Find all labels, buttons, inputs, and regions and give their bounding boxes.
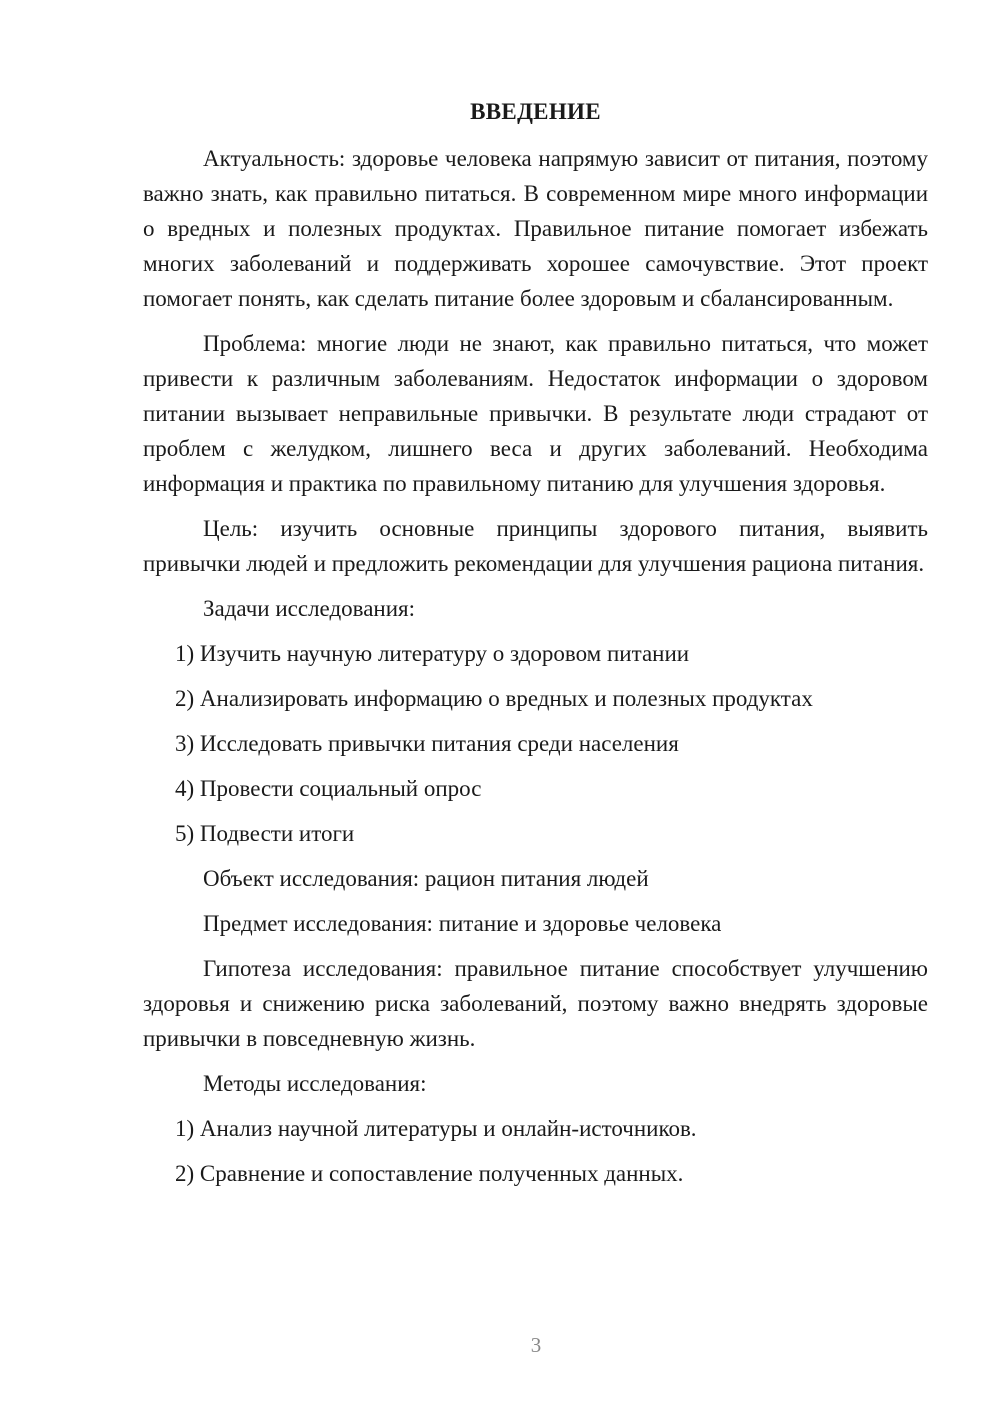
page-number: 3 xyxy=(530,1333,542,1357)
task-item: 5) Подвести итоги xyxy=(175,821,355,846)
method-item: 1) Анализ научной литературы и онлайн-источников. xyxy=(175,1116,697,1141)
task-item: 2) Анализировать информацию о вредных и полезных продуктах xyxy=(175,686,813,711)
problem-paragraph: Проблема: многие люди не знают, как правильно питаться, что может привести к различным заболеваниям. Недостаток информации о здоровом питании вызывает неправильные привычки. В результате люди страдают от проблем с желудком, лишнего веса и других заболеваний. Необходима информация и практика по правильному питанию для улучшения здоровья. xyxy=(143,331,928,496)
method-item: 2) Сравнение и сопоставление полученных данных. xyxy=(175,1161,684,1186)
relevance-paragraph: Актуальность: здоровье человека напрямую зависит от питания, поэтому важно знать, как правильно питаться. В современном мире много информации о вредных и полезных продуктах. Правильное питание помогает избежать многих заболеваний и поддерживать хорошее самочувствие. Этот проект помогает понять, как сделать питание более здоровым и сбалансированным. xyxy=(143,146,928,311)
hypothesis-paragraph: Гипотеза исследования: правильное питание способствует улучшению здоровья и снижению риска заболеваний, поэтому важно внедрять здоровые привычки в повседневную жизнь. xyxy=(143,956,928,1051)
task-item: 1) Изучить научную литературу о здоровом питании xyxy=(175,641,690,666)
task-item: 4) Провести социальный опрос xyxy=(175,776,482,801)
research-object: Объект исследования: рацион питания людей xyxy=(203,866,649,891)
page-title: ВВЕДЕНИЕ xyxy=(470,99,601,124)
page-content xyxy=(143,94,928,1201)
methods-heading: Методы исследования: xyxy=(203,1071,427,1096)
tasks-heading: Задачи исследования: xyxy=(203,596,416,621)
research-subject: Предмет исследования: питание и здоровье человека xyxy=(203,911,722,936)
task-item: 3) Исследовать привычки питания среди населения xyxy=(175,731,679,756)
goal-paragraph: Цель: изучить основные принципы здорового питания, выявить привычки людей и предложить рекомендации для улучшения рациона питания. xyxy=(143,516,928,576)
